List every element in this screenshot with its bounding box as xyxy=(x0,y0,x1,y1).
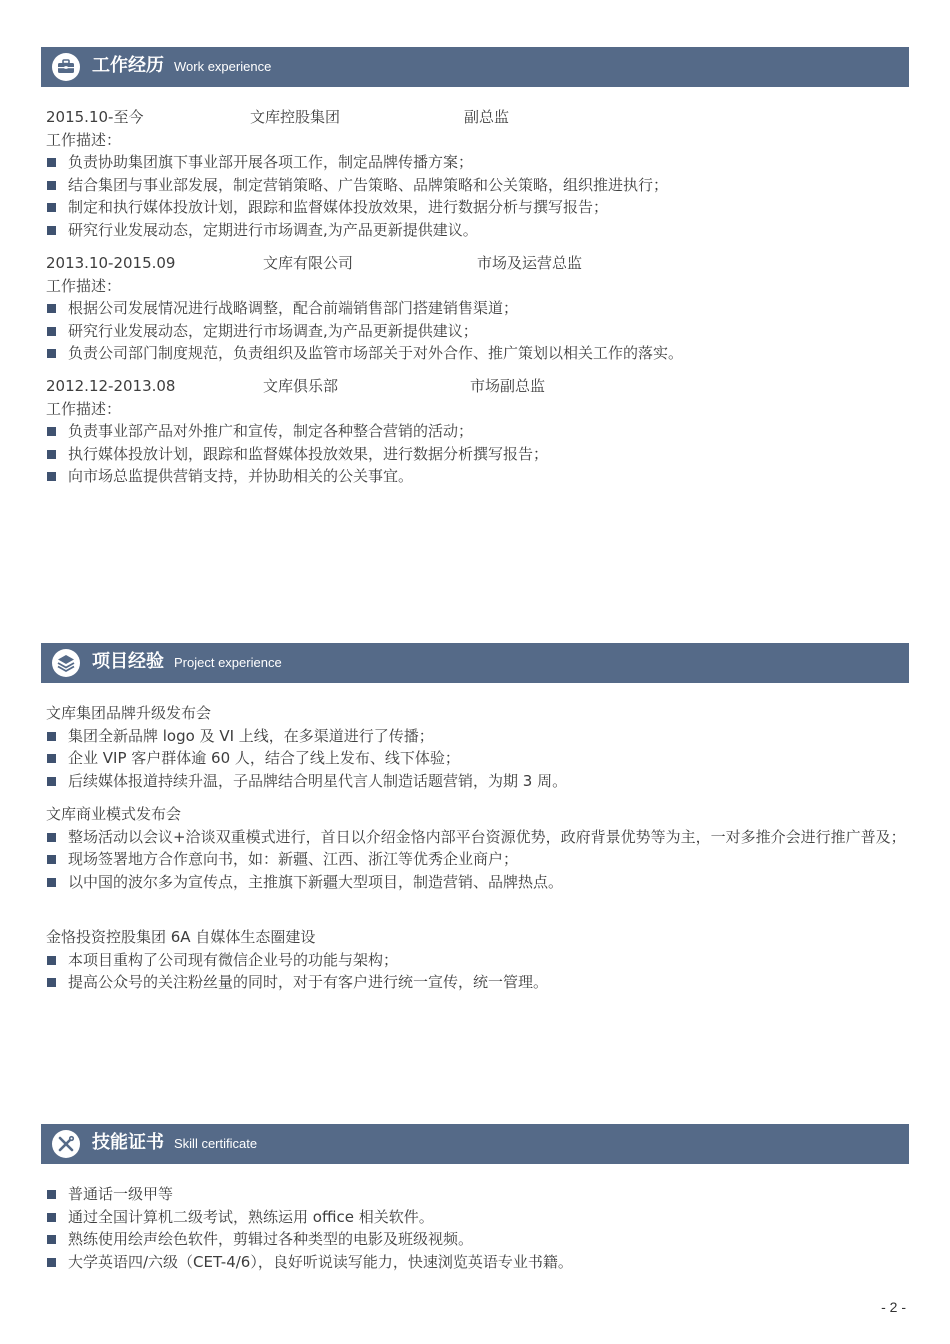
list-item: 本项目重构了公司现有微信企业号的功能与架构； xyxy=(46,949,908,972)
job-position: 市场副总监 xyxy=(470,377,546,395)
project-points xyxy=(46,826,908,894)
project-entry xyxy=(46,702,908,792)
job-company: 文库有限公司 xyxy=(263,254,354,272)
job-period: 2012.12-2013.08 xyxy=(46,377,176,395)
section-subtitle: Project experience xyxy=(174,655,282,670)
skills-list xyxy=(46,1183,908,1273)
list-item: 后续媒体报道持续升温，子品牌结合明星代言人制造话题营销，为期 3 周。 xyxy=(46,770,908,793)
list-item: 研究行业发展动态，定期进行市场调查,为产品更新提供建议； xyxy=(46,320,908,343)
list-item: 熟练使用绘声绘色软件，剪辑过各种类型的电影及班级视频。 xyxy=(46,1228,908,1251)
job-period: 2013.10-2015.09 xyxy=(46,254,176,272)
section-title: 工作经历 xyxy=(92,55,164,76)
job-position: 市场及运营总监 xyxy=(477,254,583,272)
list-item: 提高公众号的关注粉丝量的同时，对于有客户进行统一宣传，统一管理。 xyxy=(46,971,908,994)
project-title: 文库集团品牌升级发布会 xyxy=(46,704,212,722)
job-desc-label: 工作描述： xyxy=(46,399,122,418)
job-header xyxy=(46,106,908,129)
section-title: 技能证书 xyxy=(92,1132,164,1153)
job-header xyxy=(46,375,908,398)
section-title: 项目经验 xyxy=(92,651,164,672)
list-item: 制定和执行媒体投放计划，跟踪和监督媒体投放效果，进行数据分析与撰写报告； xyxy=(46,196,908,219)
job-entry xyxy=(46,252,908,365)
list-item: 企业 VIP 客户群体逾 60 人，结合了线上发布、线下体验； xyxy=(46,747,908,770)
job-entry xyxy=(46,106,908,241)
job-company: 文库俱乐部 xyxy=(263,377,339,395)
list-item: 研究行业发展动态，定期进行市场调查,为产品更新提供建议。 xyxy=(46,219,908,242)
work-experience-header xyxy=(41,47,909,87)
list-item: 负责事业部产品对外推广和宣传，制定各种整合营销的活动； xyxy=(46,420,908,443)
job-desc-label: 工作描述： xyxy=(46,130,122,149)
tools-icon xyxy=(52,1130,80,1158)
job-header xyxy=(46,252,908,275)
list-item: 负责协助集团旗下事业部开展各项工作，制定品牌传播方案； xyxy=(46,151,908,174)
project-title: 文库商业模式发布会 xyxy=(46,805,182,823)
job-position: 副总监 xyxy=(464,108,510,126)
skill-points xyxy=(46,1183,908,1273)
job-period: 2015.10-至今 xyxy=(46,108,144,126)
section-subtitle: Skill certificate xyxy=(174,1136,258,1151)
project-entry xyxy=(46,926,908,994)
layers-icon xyxy=(52,649,80,677)
job-entry xyxy=(46,375,908,488)
list-item: 现场签署地方合作意向书，如：新疆、江西、浙江等优秀企业商户； xyxy=(46,848,908,871)
skill-certificate-header xyxy=(41,1124,909,1164)
job-company: 文库控股集团 xyxy=(250,108,341,126)
list-item: 以中国的波尔多为宣传点，主推旗下新疆大型项目，制造营销、品牌热点。 xyxy=(46,871,908,894)
job-duties xyxy=(46,297,908,365)
list-item: 通过全国计算机二级考试，熟练运用 office 相关软件。 xyxy=(46,1206,908,1229)
list-item: 大学英语四/六级（CET-4/6），良好听说读写能力，快速浏览英语专业书籍。 xyxy=(46,1251,908,1274)
list-item: 负责公司部门制度规范，负责组织及监管市场部关于对外合作、推广策划以相关工作的落实。 xyxy=(46,342,908,365)
project-points xyxy=(46,725,908,793)
project-entry xyxy=(46,803,908,893)
section-subtitle: Work experience xyxy=(174,59,272,74)
list-item: 普通话一级甲等 xyxy=(46,1183,908,1206)
list-item: 根据公司发展情况进行战略调整，配合前端销售部门搭建销售渠道； xyxy=(46,297,908,320)
list-item: 集团全新品牌 logo 及 VI 上线，在多渠道进行了传播； xyxy=(46,725,908,748)
list-item: 结合集团与事业部发展，制定营销策略、广告策略、品牌策略和公关策略，组织推进执行； xyxy=(46,174,908,197)
job-duties xyxy=(46,151,908,241)
job-desc-label: 工作描述： xyxy=(46,276,122,295)
list-item: 向市场总监提供营销支持，并协助相关的公关事宜。 xyxy=(46,465,908,488)
project-title: 金恪投资控股集团 6A 自媒体生态圈建设 xyxy=(46,928,316,946)
job-duties xyxy=(46,420,908,488)
project-points xyxy=(46,949,908,994)
list-item: 整场活动以会议+洽谈双重模式进行，首日以介绍金恪内部平台资源优势，政府背景优势等为主，一对多推介会进行推广普及； xyxy=(46,826,908,849)
list-item: 执行媒体投放计划，跟踪和监督媒体投放效果，进行数据分析撰写报告； xyxy=(46,443,908,466)
briefcase-icon xyxy=(52,53,80,81)
page-number: - 2 - xyxy=(881,1299,906,1315)
project-experience-header xyxy=(41,643,909,683)
